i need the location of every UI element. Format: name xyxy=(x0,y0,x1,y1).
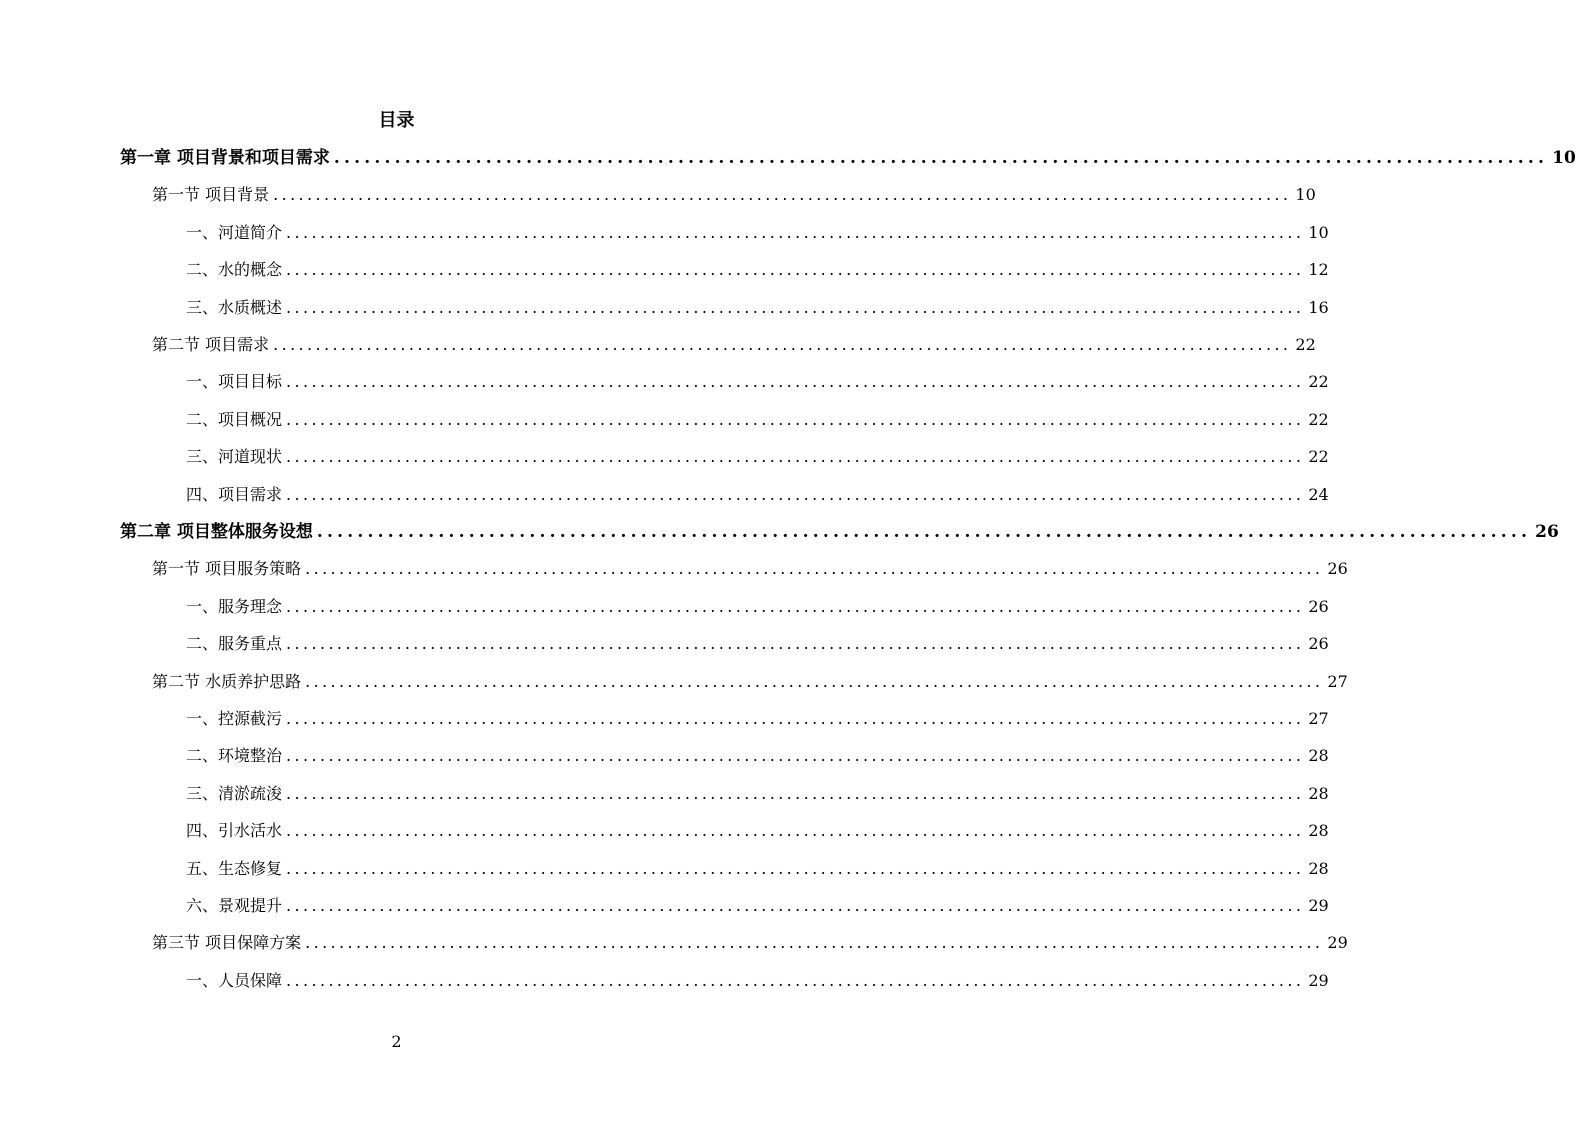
toc-entry-item[interactable] xyxy=(0,442,1329,472)
dot-leader: ........................................................................................................................ xyxy=(286,372,1305,392)
toc-entry-label: 三、河道现状 xyxy=(186,447,283,467)
toc-entry-page-number: 26 xyxy=(1308,634,1329,654)
toc-entry-page-number: 26 xyxy=(1327,559,1348,579)
toc-entry-item[interactable] xyxy=(0,629,1329,659)
toc-entry-content xyxy=(186,704,1329,734)
dot-leader: ........................................................................................................................ xyxy=(286,746,1305,766)
toc-entry-page-number: 22 xyxy=(1295,335,1316,354)
toc-entry-chapter[interactable] xyxy=(0,143,1576,173)
toc-entry-content xyxy=(186,779,1329,809)
toc-entry-content xyxy=(186,741,1329,771)
toc-entry-section[interactable] xyxy=(0,554,1348,584)
toc-entry-content xyxy=(186,891,1329,921)
toc-entry-item[interactable] xyxy=(0,367,1329,397)
toc-entry-page-number: 12 xyxy=(1308,260,1329,280)
toc-entry-section[interactable] xyxy=(0,330,1316,360)
toc-entry-label: 四、项目需求 xyxy=(186,484,283,504)
dot-leader: ........................................................................................................................ xyxy=(286,409,1305,429)
toc-entry-label: 二、环境整治 xyxy=(186,746,283,766)
toc-entry-content xyxy=(186,218,1329,248)
toc-entry-content xyxy=(152,928,1348,958)
toc-entry-page-number: 29 xyxy=(1308,970,1329,990)
dot-leader: ........................................................................................................................ xyxy=(273,185,1292,205)
toc-entry-item[interactable] xyxy=(0,966,1329,996)
toc-entry-item[interactable] xyxy=(0,704,1329,734)
dot-leader: ........................................................................................................................ xyxy=(286,709,1305,728)
toc-entry-page-number: 29 xyxy=(1327,933,1348,953)
toc-entry-label: 第二节 项目需求 xyxy=(152,335,270,354)
dot-leader: ........................................................................................................................ xyxy=(286,821,1305,841)
toc-entry-label: 一、项目目标 xyxy=(186,372,283,392)
toc-entry-label: 二、服务重点 xyxy=(186,634,283,654)
toc-entry-item[interactable] xyxy=(0,741,1329,771)
toc-entry-content xyxy=(186,480,1329,510)
dot-leader: ........................................................................................................................ xyxy=(316,522,1532,542)
toc-entry-page-number: 10 xyxy=(1308,222,1329,242)
toc-entry-page-number: 27 xyxy=(1308,709,1329,728)
dot-leader: ........................................................................................................................ xyxy=(286,596,1305,616)
dot-leader: ........................................................................................................................ xyxy=(305,933,1324,953)
toc-entry-page-number: 10 xyxy=(1552,148,1576,168)
toc-entry-page-number: 28 xyxy=(1308,858,1329,878)
dot-leader: ........................................................................................................................ xyxy=(273,335,1292,354)
toc-entry-content xyxy=(120,143,1576,173)
toc-entry-label: 一、人员保障 xyxy=(186,970,283,990)
toc-entry-label: 二、水的概念 xyxy=(186,260,283,280)
toc-entry-label: 第一节 项目服务策略 xyxy=(152,559,302,579)
toc-entry-content xyxy=(186,367,1329,397)
toc-entry-content xyxy=(186,816,1329,846)
toc-entry-label: 一、服务理念 xyxy=(186,596,283,616)
toc-entry-page-number: 29 xyxy=(1308,896,1329,915)
toc-entry-content xyxy=(152,180,1316,210)
toc-entry-page-number: 10 xyxy=(1295,185,1316,205)
toc-entry-page-number: 28 xyxy=(1308,746,1329,766)
toc-entry-content xyxy=(186,442,1329,472)
dot-leader: ........................................................................................................................ xyxy=(286,484,1305,504)
toc-entry-item[interactable] xyxy=(0,293,1329,323)
toc-entry-item[interactable] xyxy=(0,405,1329,435)
toc-entry-page-number: 22 xyxy=(1308,409,1329,429)
toc-entry-section[interactable] xyxy=(0,180,1316,210)
toc-entry-label: 五、生态修复 xyxy=(186,858,283,878)
toc-entry-page-number: 28 xyxy=(1308,821,1329,841)
toc-entry-label: 第一节 项目背景 xyxy=(152,185,270,205)
dot-leader: ........................................................................................................................ xyxy=(286,783,1305,803)
toc-entry-page-number: 24 xyxy=(1308,484,1329,504)
toc-entry-page-number: 16 xyxy=(1308,297,1329,317)
toc-entry-content xyxy=(152,330,1316,360)
toc-entry-label: 第二节 水质养护思路 xyxy=(152,671,302,691)
toc-entry-item[interactable] xyxy=(0,891,1329,921)
toc-entry-content xyxy=(186,293,1329,323)
dot-leader: ........................................................................................................................ xyxy=(286,222,1305,242)
toc-entry-label: 第三节 项目保障方案 xyxy=(152,933,302,953)
toc-entry-label: 一、控源截污 xyxy=(186,709,283,728)
toc-entry-item[interactable] xyxy=(0,854,1329,884)
toc-entry-page-number: 26 xyxy=(1535,522,1559,542)
toc-entry-section[interactable] xyxy=(0,667,1348,697)
toc-entry-item[interactable] xyxy=(0,255,1329,285)
dot-leader: ........................................................................................................................ xyxy=(286,447,1305,467)
dot-leader: ........................................................................................................................ xyxy=(286,896,1305,915)
dot-leader: ........................................................................................................................ xyxy=(305,671,1324,691)
toc-entry-page-number: 26 xyxy=(1308,596,1329,616)
dot-leader: ........................................................................................................................ xyxy=(333,148,1549,168)
toc-entry-content xyxy=(186,854,1329,884)
page-number: 2 xyxy=(391,1032,402,1051)
toc-entry-page-number: 27 xyxy=(1327,671,1348,691)
toc-entry-content xyxy=(186,966,1329,996)
toc-entry-label: 三、水质概述 xyxy=(186,297,283,317)
toc-entry-item[interactable] xyxy=(0,816,1329,846)
toc-entry-item[interactable] xyxy=(0,218,1329,248)
toc-entry-page-number: 22 xyxy=(1308,447,1329,467)
dot-leader: ........................................................................................................................ xyxy=(286,858,1305,878)
toc-entry-label: 二、项目概况 xyxy=(186,409,283,429)
toc-entry-content xyxy=(186,255,1329,285)
dot-leader: ........................................................................................................................ xyxy=(286,297,1305,317)
toc-entry-label: 一、河道简介 xyxy=(186,222,283,242)
toc-entry-label: 第二章 项目整体服务设想 xyxy=(120,522,313,542)
toc-entry-label: 四、引水活水 xyxy=(186,821,283,841)
toc-entry-label: 第一章 项目背景和项目需求 xyxy=(120,148,330,168)
toc-entry-content xyxy=(186,629,1329,659)
dot-leader: ........................................................................................................................ xyxy=(286,260,1305,280)
toc-entry-item[interactable] xyxy=(0,480,1329,510)
toc-entry-content xyxy=(120,517,1559,547)
dot-leader: ........................................................................................................................ xyxy=(286,634,1305,654)
toc-entry-label: 六、景观提升 xyxy=(186,896,283,915)
toc-entry-label: 三、清淤疏浚 xyxy=(186,783,283,803)
dot-leader: ........................................................................................................................ xyxy=(286,970,1305,990)
toc-entry-page-number: 22 xyxy=(1308,372,1329,392)
toc-entry-content xyxy=(186,405,1329,435)
toc-entry-content xyxy=(186,592,1329,622)
toc-entry-content xyxy=(152,667,1348,697)
dot-leader: ........................................................................................................................ xyxy=(305,559,1324,579)
toc-entry-content xyxy=(152,554,1348,584)
toc-entry-item[interactable] xyxy=(0,592,1329,622)
toc-entry-chapter[interactable] xyxy=(0,517,1559,547)
toc-entry-page-number: 28 xyxy=(1308,783,1329,803)
toc-entry-section[interactable] xyxy=(0,928,1348,958)
toc-title: 目录 xyxy=(378,110,415,131)
toc-entry-item[interactable] xyxy=(0,779,1329,809)
